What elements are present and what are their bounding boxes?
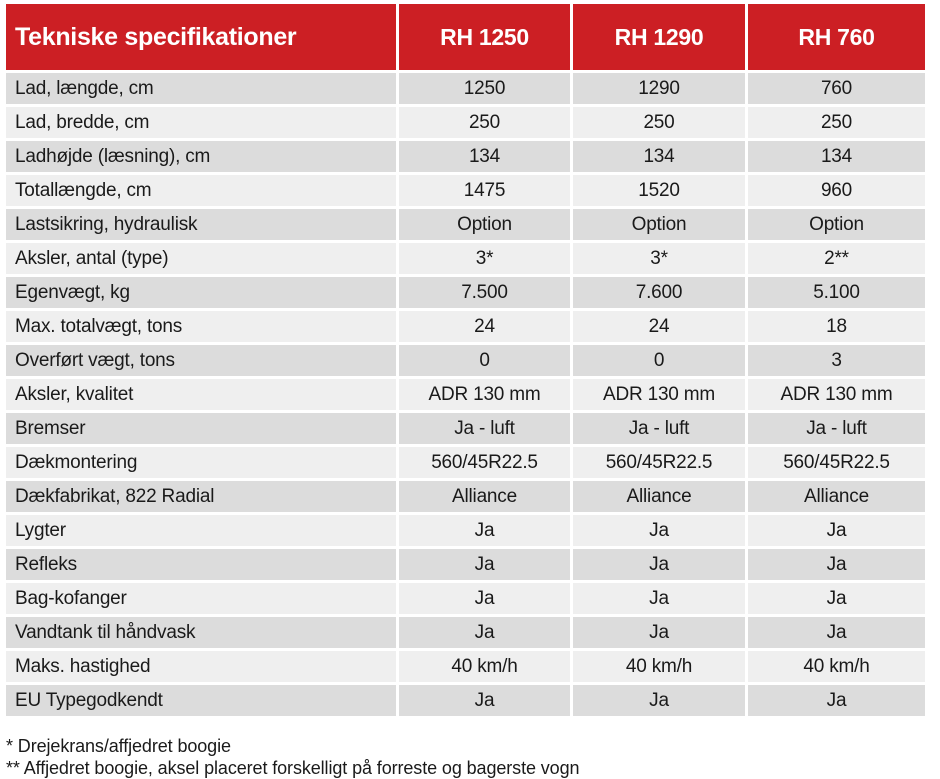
spec-label: Lygter bbox=[6, 515, 396, 546]
value-rh760: Ja - luft bbox=[748, 413, 925, 444]
table-row bbox=[6, 447, 925, 478]
value-rh760: 760 bbox=[748, 73, 925, 104]
value-rh1250: Ja bbox=[399, 515, 570, 546]
table-row bbox=[6, 73, 925, 104]
value-rh760: ADR 130 mm bbox=[748, 379, 925, 410]
footnote-single-asterisk: * Drejekrans/affjedret boogie bbox=[6, 736, 231, 756]
spec-label: Totallængde, cm bbox=[6, 175, 396, 206]
table-row bbox=[6, 515, 925, 546]
spec-label: Bremser bbox=[6, 413, 396, 444]
value-rh1290: Ja bbox=[573, 549, 745, 580]
spec-label: Lad, længde, cm bbox=[6, 73, 396, 104]
spec-label: Refleks bbox=[6, 549, 396, 580]
table-row bbox=[6, 141, 925, 172]
table-row bbox=[6, 345, 925, 376]
table-row bbox=[6, 243, 925, 274]
spec-label: Lastsikring, hydraulisk bbox=[6, 209, 396, 240]
table-row bbox=[6, 651, 925, 682]
value-rh1290: Ja bbox=[573, 583, 745, 614]
header-row bbox=[6, 4, 925, 70]
value-rh1250: ADR 130 mm bbox=[399, 379, 570, 410]
value-rh1250: 0 bbox=[399, 345, 570, 376]
footnote-double-asterisk: ** Affjedret boogie, aksel placeret forskelligt på forreste og bagerste vogn bbox=[6, 758, 580, 778]
table-row bbox=[6, 379, 925, 410]
value-rh1290: 7.600 bbox=[573, 277, 745, 308]
value-rh1290: 24 bbox=[573, 311, 745, 342]
spec-label: Dækmontering bbox=[6, 447, 396, 478]
value-rh1250: 24 bbox=[399, 311, 570, 342]
value-rh1290: Alliance bbox=[573, 481, 745, 512]
header-model-rh1290: RH 1290 bbox=[573, 4, 745, 70]
spec-label: Ladhøjde (læsning), cm bbox=[6, 141, 396, 172]
value-rh1250: 1250 bbox=[399, 73, 570, 104]
table-row bbox=[6, 107, 925, 138]
value-rh1250: 250 bbox=[399, 107, 570, 138]
value-rh1290: Ja bbox=[573, 617, 745, 648]
spec-label: Egenvægt, kg bbox=[6, 277, 396, 308]
spec-label: Bag-kofanger bbox=[6, 583, 396, 614]
table-row bbox=[6, 685, 925, 716]
header-model-rh1250: RH 1250 bbox=[399, 4, 570, 70]
table-row bbox=[6, 549, 925, 580]
value-rh1250: 134 bbox=[399, 141, 570, 172]
value-rh1250: Ja bbox=[399, 617, 570, 648]
table-row bbox=[6, 583, 925, 614]
spec-label: Overført vægt, tons bbox=[6, 345, 396, 376]
value-rh760: Ja bbox=[748, 549, 925, 580]
spec-label: EU Typegodkendt bbox=[6, 685, 396, 716]
table-row bbox=[6, 277, 925, 308]
header-model-rh760: RH 760 bbox=[748, 4, 925, 70]
table-row bbox=[6, 413, 925, 444]
value-rh1250: 3* bbox=[399, 243, 570, 274]
value-rh1250: 7.500 bbox=[399, 277, 570, 308]
value-rh1250: Ja - luft bbox=[399, 413, 570, 444]
spec-label: Maks. hastighed bbox=[6, 651, 396, 682]
value-rh1290: 0 bbox=[573, 345, 745, 376]
value-rh1250: Ja bbox=[399, 685, 570, 716]
spec-label: Vandtank til håndvask bbox=[6, 617, 396, 648]
footnotes bbox=[6, 735, 579, 779]
value-rh1290: Ja bbox=[573, 515, 745, 546]
table-row bbox=[6, 481, 925, 512]
value-rh760: 960 bbox=[748, 175, 925, 206]
value-rh1290: 250 bbox=[573, 107, 745, 138]
value-rh1290: 1520 bbox=[573, 175, 745, 206]
header-title: Tekniske specifikationer bbox=[6, 4, 396, 70]
table-row bbox=[6, 209, 925, 240]
value-rh1250: 1475 bbox=[399, 175, 570, 206]
value-rh1290: Ja - luft bbox=[573, 413, 745, 444]
value-rh760: 560/45R22.5 bbox=[748, 447, 925, 478]
value-rh760: Ja bbox=[748, 515, 925, 546]
value-rh1290: ADR 130 mm bbox=[573, 379, 745, 410]
value-rh1250: Ja bbox=[399, 583, 570, 614]
spec-label: Max. totalvægt, tons bbox=[6, 311, 396, 342]
value-rh1290: 134 bbox=[573, 141, 745, 172]
value-rh1250: 560/45R22.5 bbox=[399, 447, 570, 478]
value-rh1250: Ja bbox=[399, 549, 570, 580]
value-rh760: Option bbox=[748, 209, 925, 240]
value-rh760: Ja bbox=[748, 583, 925, 614]
value-rh760: Ja bbox=[748, 685, 925, 716]
value-rh1290: 560/45R22.5 bbox=[573, 447, 745, 478]
value-rh1290: Option bbox=[573, 209, 745, 240]
value-rh760: 3 bbox=[748, 345, 925, 376]
specifications-table bbox=[3, 1, 928, 719]
value-rh760: 2** bbox=[748, 243, 925, 274]
value-rh1290: 40 km/h bbox=[573, 651, 745, 682]
table-header bbox=[6, 4, 925, 70]
table-row bbox=[6, 311, 925, 342]
spec-label: Lad, bredde, cm bbox=[6, 107, 396, 138]
spec-label: Aksler, kvalitet bbox=[6, 379, 396, 410]
value-rh1250: 40 km/h bbox=[399, 651, 570, 682]
value-rh1290: Ja bbox=[573, 685, 745, 716]
value-rh760: 18 bbox=[748, 311, 925, 342]
value-rh760: Ja bbox=[748, 617, 925, 648]
table-row bbox=[6, 175, 925, 206]
value-rh1290: 3* bbox=[573, 243, 745, 274]
value-rh760: 250 bbox=[748, 107, 925, 138]
value-rh760: 5.100 bbox=[748, 277, 925, 308]
value-rh760: 134 bbox=[748, 141, 925, 172]
table-body bbox=[6, 73, 925, 716]
value-rh1250: Alliance bbox=[399, 481, 570, 512]
value-rh1250: Option bbox=[399, 209, 570, 240]
spec-label: Aksler, antal (type) bbox=[6, 243, 396, 274]
table-row bbox=[6, 617, 925, 648]
value-rh760: 40 km/h bbox=[748, 651, 925, 682]
value-rh1290: 1290 bbox=[573, 73, 745, 104]
spec-label: Dækfabrikat, 822 Radial bbox=[6, 481, 396, 512]
value-rh760: Alliance bbox=[748, 481, 925, 512]
